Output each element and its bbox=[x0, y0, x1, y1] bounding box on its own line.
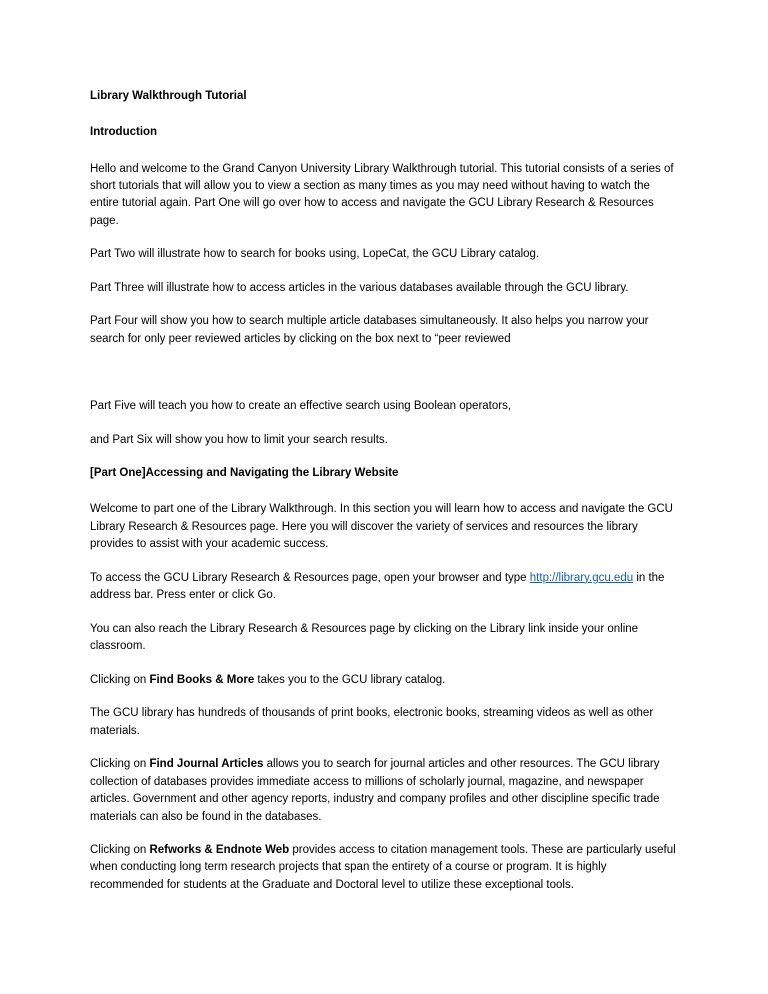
paragraph-part-two: Part Two will illustrate how to search for books using, LopeCat, the GCU Library catalog. bbox=[90, 248, 540, 261]
paragraph-address-bar bbox=[90, 570, 678, 605]
library-url-link[interactable]: http://library.gcu.edu bbox=[529, 571, 634, 584]
paragraph-online-classroom: You can also reach the Library Research & Resources page by clicking on the Library link inside your online classroom. bbox=[90, 622, 639, 653]
paragraph-spacer bbox=[90, 364, 678, 398]
paragraph-part-four: Part Four will show you how to search multiple article databases simultaneously. It also helps you narrow your search for only peer reviewed articles by clicking on the box next to “peer reviewed bbox=[90, 315, 649, 345]
refworks-label: Refworks & Endnote Web bbox=[149, 844, 290, 856]
find-journal-after: allows you to search for journal articles and other resources. The GCU library collection of databases provides immediate access to millions of scholarly journal, magazine, and newspaper articles. Government and other agency reports, industry and company profiles and other discipline specific trade materials can also be found in the databases. bbox=[90, 758, 660, 823]
paragraph-part-three: Part Three will illustrate how to access articles in the various databases available through the GCU library. bbox=[90, 281, 629, 294]
paragraph-find-journal-articles bbox=[90, 756, 678, 826]
paragraph-collection: The GCU library has hundreds of thousands of print books, electronic books, streaming videos as well as other materials. bbox=[90, 707, 654, 737]
find-journal-label: Find Journal Articles bbox=[149, 758, 264, 771]
section-heading-part-one: [Part One]Accessing and Navigating the Library Website bbox=[90, 467, 399, 480]
refworks-before: Clicking on bbox=[90, 844, 150, 856]
find-books-label: Find Books & More bbox=[149, 673, 255, 686]
paragraph-part-one-intro: Welcome to part one of the Library Walkthrough. In this section you will learn how to access and navigate the GCU Library Research & Resources page. Here you will discover the variety of services and resources the library provides to assist with your academic success. bbox=[90, 503, 673, 551]
find-books-after: takes you to the GCU library catalog. bbox=[254, 673, 446, 686]
address-text-before: To access the GCU Library Research & Resources page, open your browser and type bbox=[90, 571, 530, 584]
paragraph-refworks bbox=[90, 842, 678, 894]
paragraph-find-books bbox=[90, 672, 678, 689]
address-text-after: in the address bar. Press enter or click Go. bbox=[90, 571, 665, 602]
section-heading-introduction: Introduction bbox=[90, 126, 158, 139]
paragraph-part-five: Part Five will teach you how to create an effective search using Boolean operators, bbox=[90, 400, 512, 413]
paragraph-part-six: and Part Six will show you how to limit your search results. bbox=[90, 433, 388, 446]
refworks-after: provides access to citation management tools. These are particularly useful when conducting long term research projects that span the entirety of a course or program. It is highly recommended for students at the Graduate and Doctoral level to utilize these exceptional tools. bbox=[90, 844, 676, 891]
document-title: Library Walkthrough Tutorial bbox=[90, 90, 247, 102]
find-books-before: Clicking on bbox=[90, 673, 150, 686]
find-journal-before: Clicking on bbox=[90, 758, 150, 771]
paragraph-welcome: Hello and welcome to the Grand Canyon University Library Walkthrough tutorial. This tutorial consists of a series of short tutorials that will allow you to view a section as many times as you may need without having to watch the entire tutorial again. Part One will go over how to access and navigate the GCU Library Research & Resources page. bbox=[90, 162, 674, 227]
